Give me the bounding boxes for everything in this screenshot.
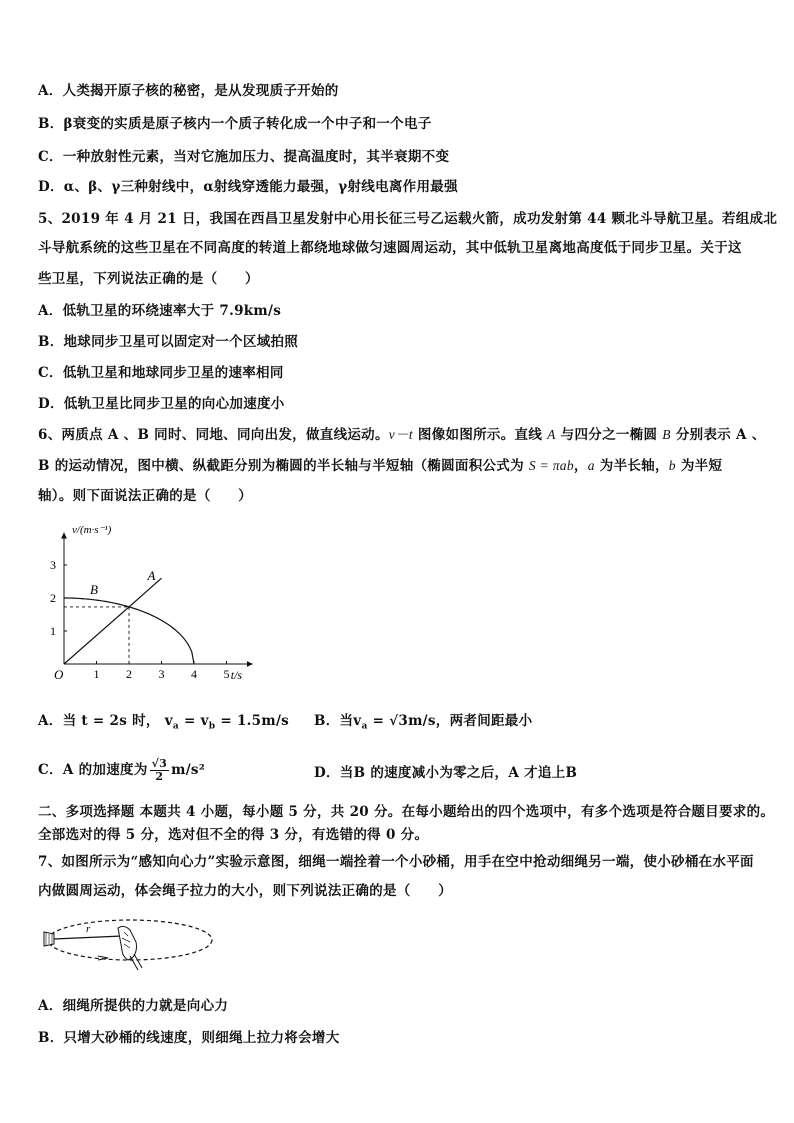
origin-label: O: [54, 667, 64, 682]
graph-labels: [54, 524, 242, 682]
q6-vt-symbol: v－t: [388, 427, 413, 442]
direction-arrow-icon: [98, 956, 108, 960]
y-tick-label: 2: [50, 591, 56, 605]
q6-stem-line1: [38, 426, 766, 444]
q6-ellipse-b-symbol: B: [662, 427, 671, 442]
q6-line2-part4: 为半短: [675, 458, 723, 474]
q7-option-b: B．只增大砂桶的线速度，则细绳上拉力将会增大: [38, 1030, 340, 1046]
vt-graph: [40, 518, 270, 688]
fraction-denominator: 2: [155, 770, 164, 783]
x-tick-label: 5: [223, 667, 230, 681]
x-tick-label: 4: [191, 667, 197, 681]
x-axis-label: t/s: [230, 668, 243, 682]
q6-option-a-text: A．当 t = 2s 时， v: [38, 713, 173, 729]
q5-option-d: D．低轨卫星比同步卫星的向心加速度小: [38, 396, 285, 412]
q4-option-c: C．一种放射性元素，当对它施加压力、提高温度时，其半衰期不变: [38, 149, 450, 165]
q5-option-b: B．地球同步卫星可以固定对一个区域拍照: [38, 334, 299, 350]
fraction-numerator: √3: [151, 757, 168, 770]
y-tick-label: 1: [50, 624, 56, 638]
x-tick-label: 3: [158, 667, 165, 681]
q6-option-b-text: B．当v: [314, 713, 362, 729]
q6-option-a-end: = 1.5m/s: [215, 713, 290, 729]
q6-option-c: [38, 758, 205, 783]
y-axis-label: v/(m·s⁻¹): [72, 524, 112, 536]
q6-line2-part1: B 的运动情况，图中横、纵截距分别为椭圆的半长轴与半短轴（椭圆面积公式为: [38, 458, 529, 474]
q6-line-a-symbol: A: [547, 427, 556, 442]
series-a-label: A: [147, 568, 156, 584]
q4-option-b: B．β衰变的实质是原子核内一个质子转化成一个中子和一个电子: [38, 116, 432, 132]
q7-stem-line2: 内做圆周运动，体会绳子拉力的大小，则下列说法正确的是（ ）: [38, 883, 452, 899]
q4-option-a: A．人类揭开原子核的秘密，是从发现质子开始的: [38, 83, 339, 99]
q6-option-c-unit: m/s²: [171, 762, 206, 778]
radius-label: r: [86, 923, 91, 935]
q6-option-c-fraction: [150, 758, 169, 783]
q6-line1-part3: 与四分之一椭圆: [555, 427, 663, 443]
y-tick-label: 3: [50, 558, 56, 572]
section2-instructions-line2: 全部选对的得 5 分，选对但不全的得 3 分，有选错的得 0 分。: [38, 827, 429, 843]
q4-option-d: D．α、β、γ三种射线中，α射线穿透能力最强，γ射线电离作用最强: [38, 179, 458, 195]
q6-b-var: b: [668, 458, 676, 473]
q6-line2-part2: ，: [573, 458, 588, 474]
q7-option-a: A．细绳所提供的力就是向心力: [38, 998, 229, 1014]
q7-stem-line1: 7、如图所示为“感知向心力”实验示意图，细绳一端拴着一个小砂桶，用手在空中抢动细绳另一端，使小砂桶在水平面: [38, 854, 754, 870]
series-b-label: B: [90, 582, 98, 597]
rope-line: [54, 936, 122, 939]
q6-option-a-mid: = v: [179, 713, 209, 729]
q6-a-var: a: [587, 458, 595, 473]
q6-option-b: [314, 712, 532, 736]
q6-stem-line2: [38, 457, 722, 475]
q6-line1-part4: 分别表示 A 、: [670, 427, 766, 443]
q6-option-a: [38, 712, 289, 736]
q5-stem-line2: 斗导航系统的这些卫星在不同高度的转道上都绕地球做匀速圆周运动，其中低轨卫星离地高度低于同步卫星。关于这: [38, 240, 742, 256]
q5-stem-line1: 5、2019 年 4 月 21 日，我国在西昌卫星发射中心用长征三号乙运载火箭，成功发射第 44 颗北斗导航卫星。若组成北: [38, 211, 778, 227]
graph-axes: [64, 533, 253, 665]
q6-option-a-sub2: b: [208, 721, 216, 732]
q5-option-a: A．低轨卫星的环绕速率大于 7.9km/s: [38, 303, 282, 319]
sand-bucket-icon: [44, 932, 54, 946]
hand-icon: [118, 926, 142, 970]
q6-area-formula: S = πab: [528, 458, 574, 473]
x-tick-label: 2: [126, 667, 132, 681]
q6-line2-part3: 为半长轴，: [594, 458, 669, 474]
graph-series: [64, 578, 194, 664]
centripetal-force-figure: [38, 912, 216, 972]
q6-option-c-text: C．A 的加速度为: [38, 762, 148, 778]
graph-ticks: [50, 558, 230, 681]
section2-instructions-line1: 二、多项选择题 本题共 4 小题，每小题 5 分，共 20 分。在每小题给出的四个选项中，有多个选项是符合题目要求的。: [38, 804, 775, 820]
q6-line1-part1: 6、两质点 A 、B 同时、同地、同向出发，做直线运动。: [38, 427, 389, 443]
q5-stem-line3: 些卫星，下列说法正确的是（ ）: [38, 271, 259, 287]
x-tick-label: 1: [93, 667, 100, 681]
q6-stem-line3: 轴）。则下面说法正确的是（ ）: [38, 488, 253, 504]
q5-option-c: C．低轨卫星和地球同步卫星的速率相同: [38, 365, 284, 381]
q6-line1-part2: 图像如图所示。直线: [412, 427, 548, 443]
q6-option-d: D．当B 的速度减小为零之后，A 才追上B: [314, 765, 578, 781]
q6-option-b-sub: a: [361, 721, 368, 732]
q6-option-b-mid: = √3m/s，两者间距最小: [367, 713, 533, 729]
series-a-line: [64, 578, 162, 664]
q6-option-a-sub1: a: [172, 721, 179, 732]
